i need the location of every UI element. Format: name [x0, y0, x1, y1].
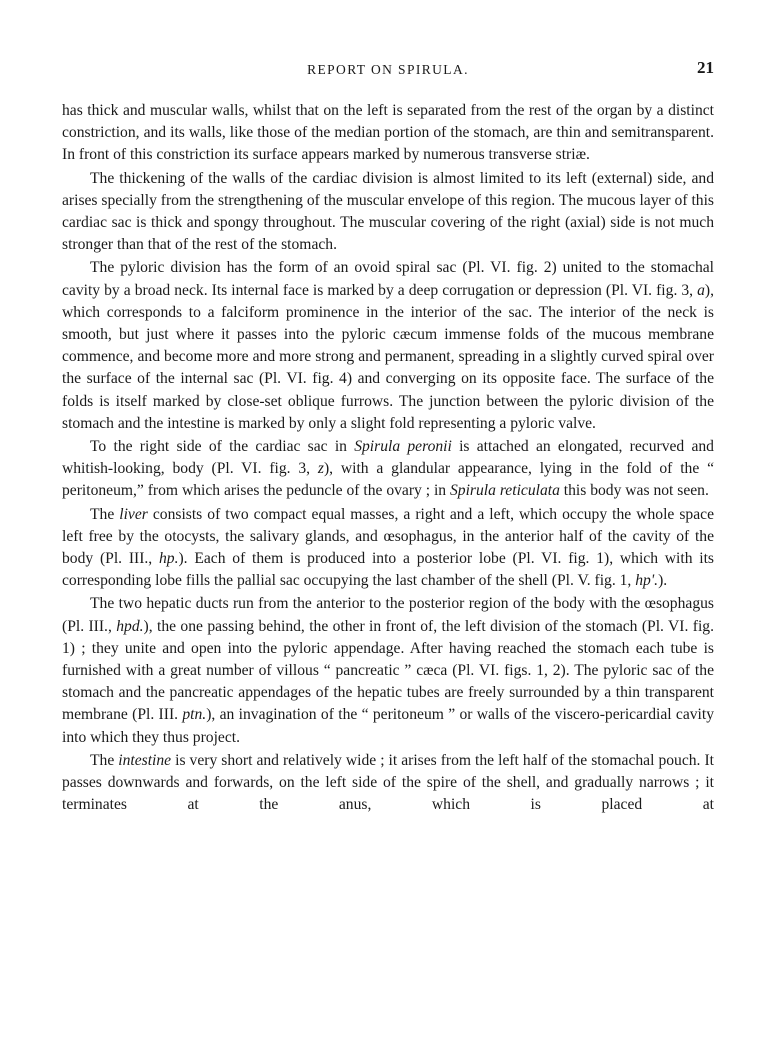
- plate-label: hp'.: [635, 572, 659, 590]
- running-title: REPORT ON SPIRULA.: [307, 62, 469, 77]
- page: [62, 58, 714, 817]
- text-run: ), which corresponds to a falciform prominence in the interior of the sac. The interior of the neck is smooth, but just where it passes into the pyloric cæcum immense folds of the mucous membrane commence, and become more and more strong and permanent, spreading in a slightly curved spiral over the surface of the internal sac (Pl. VI. fig. 4) and converging on its opposite face. The surface of the folds is itself marked by close-set oblique furrows. The junction between the pyloric division of the stomach and the intestine is marked by only a slight fold representing a pyloric valve.: [62, 281, 714, 432]
- emphasized-term: intestine: [118, 751, 172, 769]
- text-run: The two hepatic ducts run from the anterior to the posterior region of the body with the œsophagus (Pl. III.,: [62, 595, 714, 635]
- page-number: 21: [697, 58, 714, 77]
- plate-label: ptn.: [182, 706, 207, 724]
- paragraph-3: [62, 257, 714, 435]
- text-run: The: [90, 505, 120, 523]
- text-run: ), the one passing behind, the other in front of, the left division of the stomach (Pl. VI. fig. 1) ; they unite and open into the pyloric appendage. After having reached the stomach each tube is furnished with a great number of villous “ pancreatic ” cæca (Pl. VI. figs. 1, 2). The pyloric sac of the stomach and the pancreatic appendages of the hepatic tubes are freely surrounded by a thin transparent membrane (Pl. III.: [62, 617, 714, 724]
- text-run: The: [90, 751, 119, 769]
- text-run: consists of two compact equal masses, a right and a left, which occupy the whole space left free by the otocysts, the salivary glands, and œsophagus, in the anterior half of the cavity of the body (Pl. III.,: [62, 505, 714, 568]
- text-run: has thick and muscular walls, whilst that on the left is separated from the rest of the organ by a distinct constriction, and its walls, like those of the median portion of the stomach, are thin and semitransparent. In front of this constriction its surface appears marked by numerous transverse striæ.: [62, 102, 714, 164]
- text-run: To the right side of the cardiac sac in: [90, 438, 355, 456]
- paragraph-1: [62, 100, 714, 167]
- text-run: The thickening of the walls of the cardiac division is almost limited to its left (external) side, and arises specially from the strengthening of the muscular envelope of this region. The mucous layer of this cardiac sac is thick and spongy throughout. The muscular covering of the right (axial) side is not much stronger than that of the rest of the stomach.: [62, 169, 714, 254]
- paragraph-5: [62, 504, 714, 593]
- paragraph-6: [62, 593, 714, 748]
- text-run: ), an invagination of the “ peritoneum ” or walls of the viscero-pericardial cavity into which they thus project.: [62, 706, 714, 746]
- figure-reference-letter: a: [697, 281, 705, 299]
- species-name: Spirula reticulata: [450, 482, 560, 500]
- paragraph-2: [62, 168, 714, 257]
- figure-reference-letter: z: [317, 460, 324, 478]
- text-run: this body was not seen.: [559, 482, 709, 500]
- text-run: ), with a glandular appearance, lying in the fold of the “ peritoneum,” from which arises the peduncle of the ovary ; in: [62, 460, 714, 500]
- text-run: ).: [658, 572, 668, 590]
- text-run: The pyloric division has the form of an ovoid spiral sac (Pl. VI. fig. 2) united to the stomachal cavity by a broad neck. Its internal face is marked by a deep corrugation or depression (Pl. VI. fig. 3,: [62, 259, 714, 299]
- text-run: ). Each of them is produced into a posterior lobe (Pl. VI. fig. 1), which with its corresponding lobe fills the pallial sac occupying the last chamber of the shell (Pl. V. fig. 1,: [62, 550, 714, 590]
- plate-label: hpd.: [116, 617, 144, 635]
- running-head: [62, 58, 714, 86]
- species-name: Spirula peronii: [354, 438, 452, 456]
- text-run: is very short and relatively wide ; it arises from the left half of the stomachal pouch. It passes downwards and forwards, on the left side of the spire of the shell, and gradually narrows ; it terminates at the anus, which is placed at: [62, 751, 714, 814]
- body-text: [62, 100, 714, 817]
- text-run: is attached an elongated, recurved and whitish-looking, body (Pl. VI. fig. 3,: [62, 438, 714, 478]
- emphasized-term: liver: [119, 505, 148, 523]
- plate-label: hp.: [158, 550, 179, 568]
- paragraph-4: [62, 436, 714, 503]
- paragraph-7: [62, 750, 714, 817]
